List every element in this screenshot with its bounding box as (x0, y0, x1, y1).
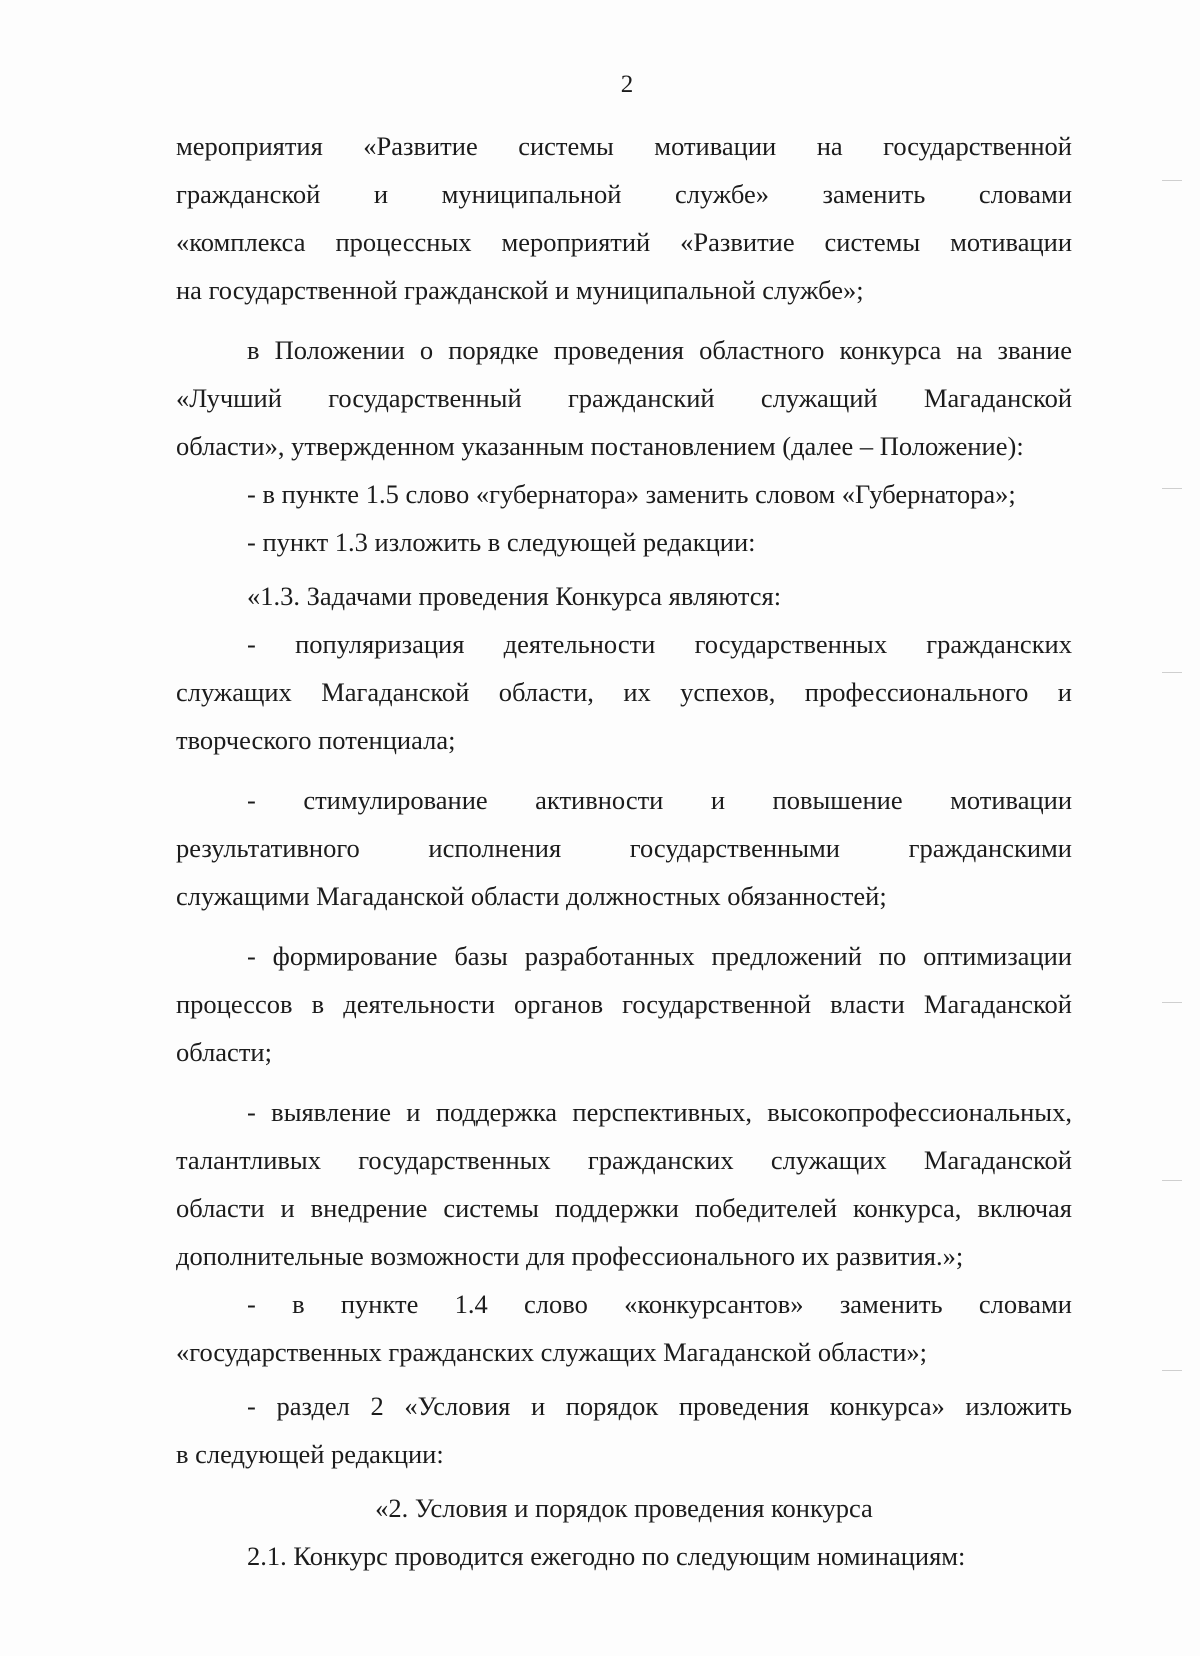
scan-artifact (1162, 672, 1182, 673)
text-line: «1.3. Задачами проведения Конкурса являются: (247, 581, 782, 611)
text-line: творческого потенциала; (176, 725, 456, 755)
text-line: на государственной гражданской и муниципальной службе»; (176, 275, 864, 305)
text-line: области и внедрение системы поддержки победителей конкурса, включая (176, 1193, 1072, 1223)
text-line: «государственных гражданских служащих Магаданской области»; (176, 1337, 928, 1367)
text-line: гражданской и муниципальной службе» заменить словами (176, 179, 1072, 209)
text-line: - в пункте 1.4 слово «конкурсантов» заменить словами (247, 1289, 1072, 1319)
scan-artifact (1162, 1180, 1182, 1181)
heading-line: «2. Условия и порядок проведения конкурса (375, 1493, 873, 1523)
paragraph (176, 518, 1072, 566)
scan-artifact (1162, 1002, 1182, 1003)
paragraph (176, 1088, 1072, 1280)
text-line: в следующей редакции: (176, 1439, 444, 1469)
section-heading (176, 1484, 1072, 1532)
text-line: «Лучший государственный гражданский служащий Магаданской (176, 383, 1072, 413)
scan-artifact (1162, 488, 1182, 489)
paragraph (176, 932, 1072, 1076)
scan-artifact (1162, 180, 1182, 181)
text-line: 2.1. Конкурс проводится ежегодно по следующим номинациям: (247, 1541, 966, 1571)
paragraph (176, 1382, 1072, 1478)
text-line: «комплекса процессных мероприятий «Развитие системы мотивации (176, 227, 1072, 257)
paragraph (176, 776, 1072, 920)
text-line: процессов в деятельности органов государственной власти Магаданской (176, 989, 1072, 1019)
paragraph (176, 1280, 1072, 1376)
paragraph (176, 572, 1072, 620)
text-line: - выявление и поддержка перспективных, высокопрофессиональных, (247, 1097, 1072, 1127)
page-number: 2 (620, 71, 634, 98)
text-line: - стимулирование активности и повышение мотивации (247, 785, 1072, 815)
text-line: мероприятия «Развитие системы мотивации на государственной (176, 131, 1072, 161)
text-line: в Положении о порядке проведения областного конкурса на звание (247, 335, 1072, 365)
text-line: - раздел 2 «Условия и порядок проведения конкурса» изложить (247, 1391, 1072, 1421)
text-line: служащих Магаданской области, их успехов, профессионального и (176, 677, 1072, 707)
paragraph (176, 470, 1072, 518)
text-line: - формирование базы разработанных предложений по оптимизации (247, 941, 1072, 971)
scan-artifact (1162, 1370, 1182, 1371)
text-line: области», утвержденном указанным постановлением (далее – Положение): (176, 431, 1024, 461)
text-line: области; (176, 1037, 272, 1067)
text-line: результативного исполнения государственными гражданскими (176, 833, 1072, 863)
text-line: - пункт 1.3 изложить в следующей редакции: (247, 527, 756, 557)
text-line: - популяризация деятельности государственных гражданских (247, 629, 1072, 659)
text-line: талантливых государственных гражданских служащих Магаданской (176, 1145, 1072, 1175)
text-line: дополнительные возможности для профессионального их развития.»; (176, 1241, 964, 1271)
text-line: - в пункте 1.5 слово «губернатора» заменить словом «Губернатора»; (247, 479, 1016, 509)
paragraph (176, 122, 1072, 314)
text-line: служащими Магаданской области должностных обязанностей; (176, 881, 887, 911)
paragraph (176, 326, 1072, 470)
paragraph (176, 620, 1072, 764)
paragraph (176, 1532, 1072, 1580)
document-body (176, 122, 1072, 1580)
